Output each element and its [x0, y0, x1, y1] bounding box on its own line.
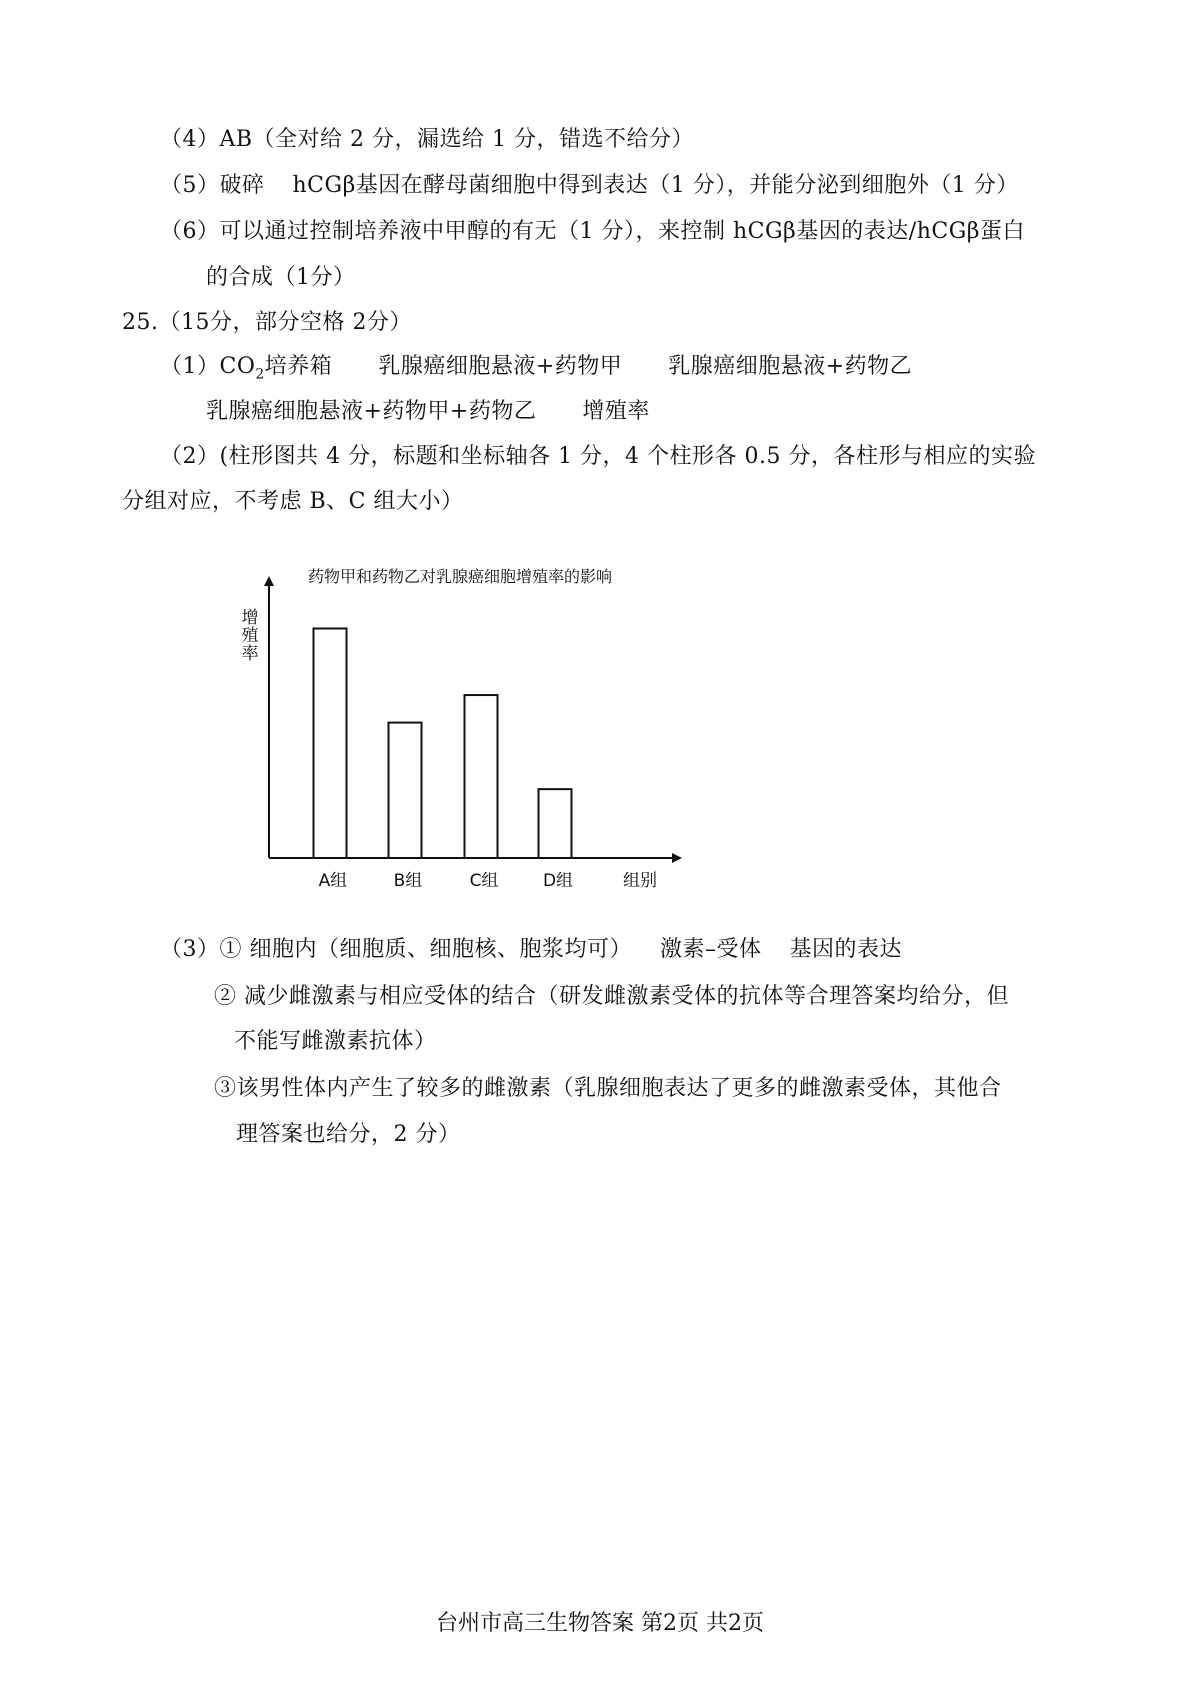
bar-4	[539, 789, 572, 858]
q25-item-1-prefix: （1）CO	[160, 354, 256, 379]
q25-item-1-answer-a: 培养箱	[264, 354, 333, 379]
q25-item-3-2: ② 减少雌激素与相应受体的结合（研发雌激素受体的抗体等合理答案均给分，但	[214, 984, 1009, 1009]
bar-3	[465, 695, 498, 858]
q25-item-2: （2）(柱形图共 4 分，标题和坐标轴各 1 分，4 个柱形各 0.5 分，各柱形与相应的实验	[160, 444, 1037, 469]
y-axis-label-char: 率	[241, 644, 259, 664]
q25-heading: 25.（15分，部分空格 2分）	[122, 310, 412, 335]
q25-item-1-answer-d: 乳腺癌细胞悬液+药物甲+药物乙	[206, 399, 537, 424]
x-tick-label: D组	[542, 871, 574, 891]
q25-item-3-1-answer-c: 基因的表达	[789, 937, 903, 962]
q24-item-4: （4）AB（全对给 2 分，漏选给 1 分，错选不给分）	[160, 127, 695, 152]
x-axis-label: 组别	[623, 871, 657, 891]
y-axis-label-char: 增	[241, 608, 259, 628]
y-axis-label	[242, 608, 259, 664]
q25-item-3-2-cont: 不能写雌激素抗体）	[234, 1029, 437, 1054]
q25-item-1-answer-e: 增殖率	[582, 399, 650, 424]
q25-item-3-3: ③该男性体内产生了较多的雌激素（乳腺细胞表达了更多的雌激素受体，其他合	[214, 1076, 1002, 1101]
y-axis-label-char: 殖	[241, 626, 259, 646]
q24-item-5-answer-a: （5）破碎	[160, 173, 265, 198]
x-tick-label: C组	[469, 871, 499, 891]
q25-item-3-1-answer-b: 激素–受体	[660, 937, 762, 962]
page-footer: 台州市高三生物答案 第2页 共2页	[436, 1611, 764, 1636]
q25-item-3-1-answer-a: （3）① 细胞内（细胞质、细胞核、胞浆均可）	[160, 937, 632, 962]
bar-2	[389, 723, 422, 858]
x-tick-label: A组	[318, 871, 348, 891]
q24-item-5-answer-b: hCGβ基因在酵母菌细胞中得到表达（1 分），并能分泌到细胞外（1 分）	[292, 173, 1019, 198]
bar-1	[314, 628, 347, 858]
q25-item-3-3-cont: 理答案也给分，2 分）	[236, 1122, 461, 1147]
chart-title: 药物甲和药物乙对乳腺癌细胞增殖率的影响	[307, 567, 613, 586]
q25-item-1-subscript: 2	[255, 366, 265, 383]
x-tick-label: B组	[393, 871, 423, 891]
q25-item-3-1	[160, 935, 902, 965]
q25-item-1-answer-b: 乳腺癌细胞悬液+药物甲	[378, 354, 623, 379]
q24-item-6-cont: 的合成（1分）	[206, 265, 356, 290]
q25-item-2-cont: 分组对应，不考虑 B、C 组大小）	[122, 489, 464, 514]
q25-item-1-answer-c: 乳腺癌细胞悬液+药物乙	[668, 354, 913, 379]
q24-item-6: （6）可以通过控制培养液中甲醇的有无（1 分），来控制 hCGβ基因的表达/hCGβ蛋白	[160, 219, 1025, 244]
